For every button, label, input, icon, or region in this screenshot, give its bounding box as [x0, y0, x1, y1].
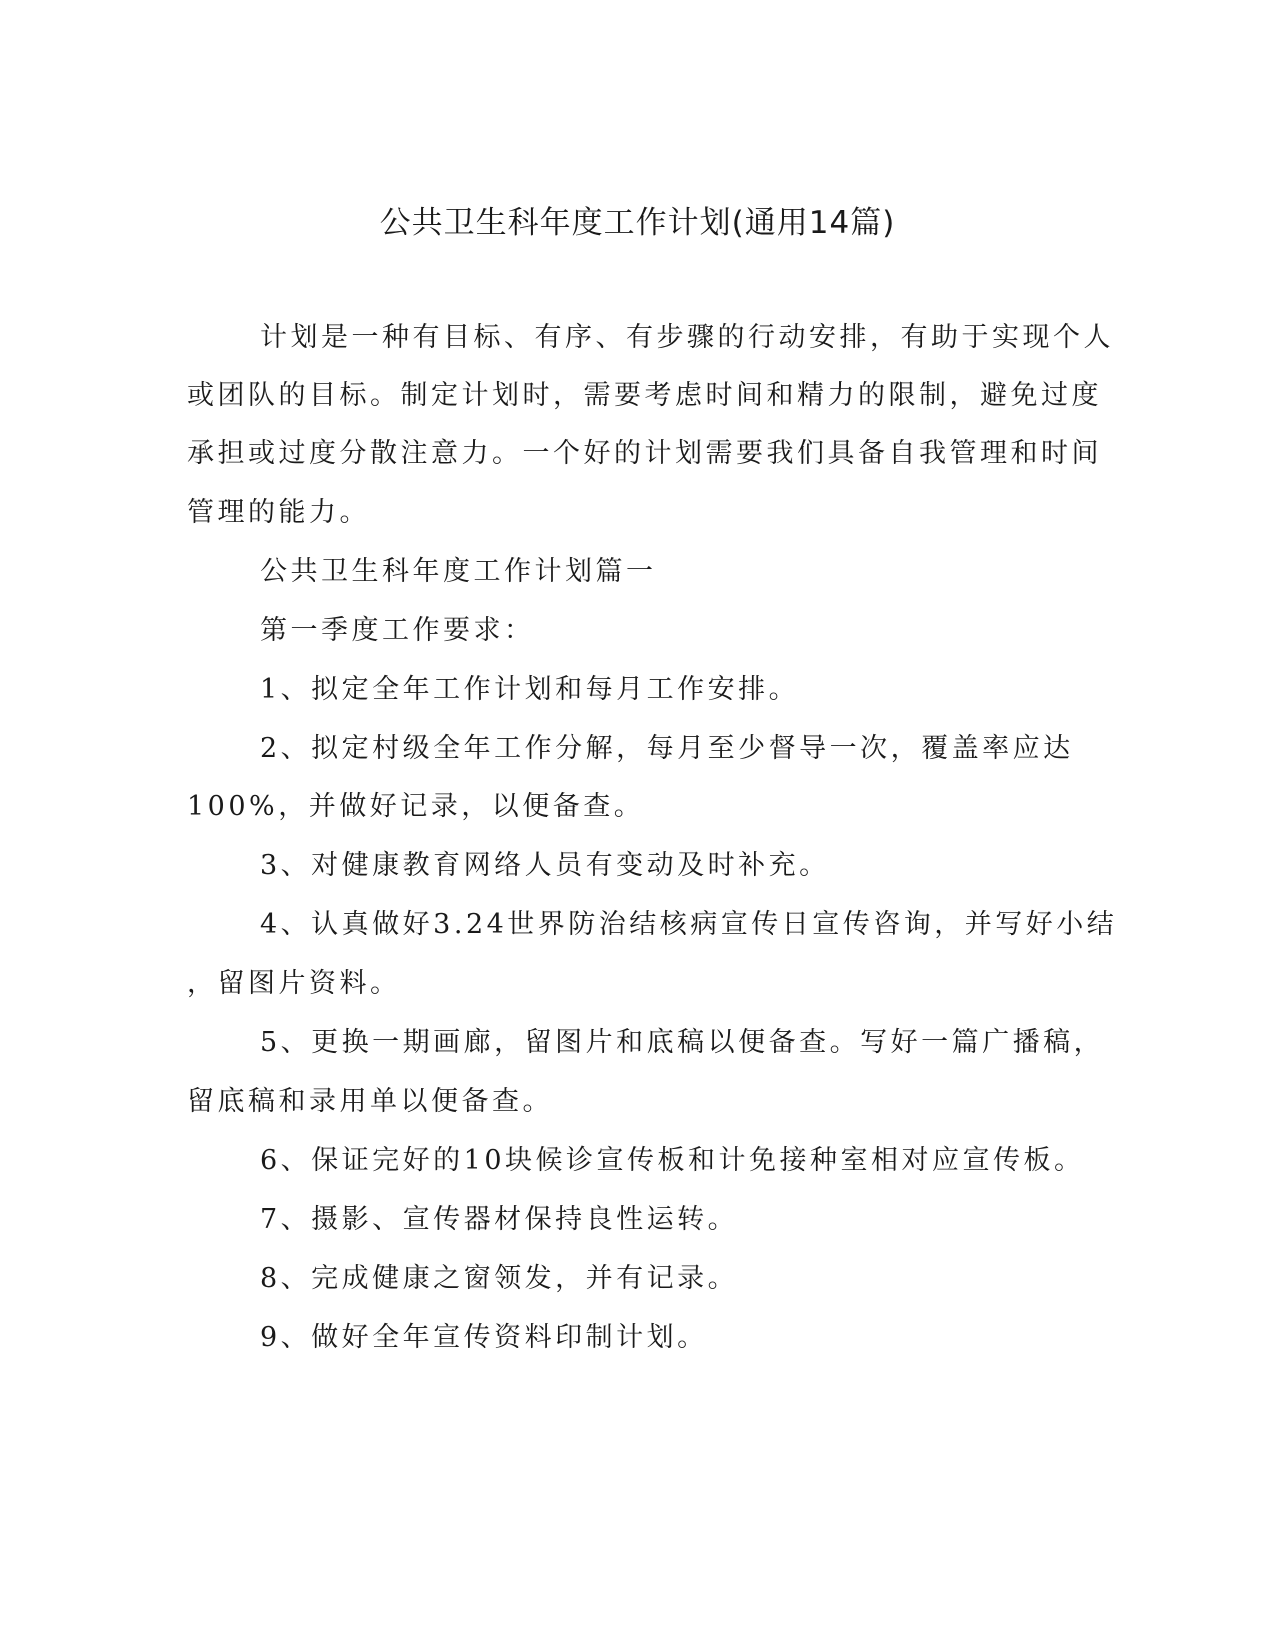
list-item: 9、做好全年宣传资料印制计划。	[260, 1322, 708, 1353]
list-item: 7、摄影、宣传器材保持良性运转。	[260, 1204, 739, 1235]
list-item: 6、保证完好的10块候诊宣传板和计免接种室相对应宣传板。	[260, 1145, 1085, 1176]
list-item: 4、认真做好3.24世界防治结核病宣传日宣传咨询，并写好小结	[260, 909, 1118, 940]
list-item-continuation: 100%，并做好记录，以便备查。	[187, 791, 645, 822]
list-item: 3、对健康教育网络人员有变动及时补充。	[260, 850, 830, 881]
intro-line: 或团队的目标。制定计划时，需要考虑时间和精力的限制，避免过度	[187, 380, 1102, 411]
list-item: 2、拟定村级全年工作分解，每月至少督导一次，覆盖率应达	[260, 733, 1074, 764]
document-title: 公共卫生科年度工作计划(通用14篇)	[379, 205, 896, 241]
list-item-continuation: 留底稿和录用单以便备查。	[187, 1086, 553, 1117]
intro-line: 管理的能力。	[187, 497, 370, 528]
list-item: 8、完成健康之窗领发，并有记录。	[260, 1263, 739, 1294]
list-item: 5、更换一期画廊，留图片和底稿以便备查。写好一篇广播稿，	[260, 1027, 1105, 1058]
list-item-continuation: ，留图片资料。	[187, 968, 401, 999]
list-item: 1、拟定全年工作计划和每月工作安排。	[260, 674, 800, 705]
section-heading: 公共卫生科年度工作计划篇一	[260, 556, 657, 587]
subheading: 第一季度工作要求：	[260, 615, 535, 646]
intro-line: 计划是一种有目标、有序、有步骤的行动安排，有助于实现个人	[260, 322, 1114, 353]
intro-line: 承担或过度分散注意力。一个好的计划需要我们具备自我管理和时间	[187, 438, 1102, 469]
